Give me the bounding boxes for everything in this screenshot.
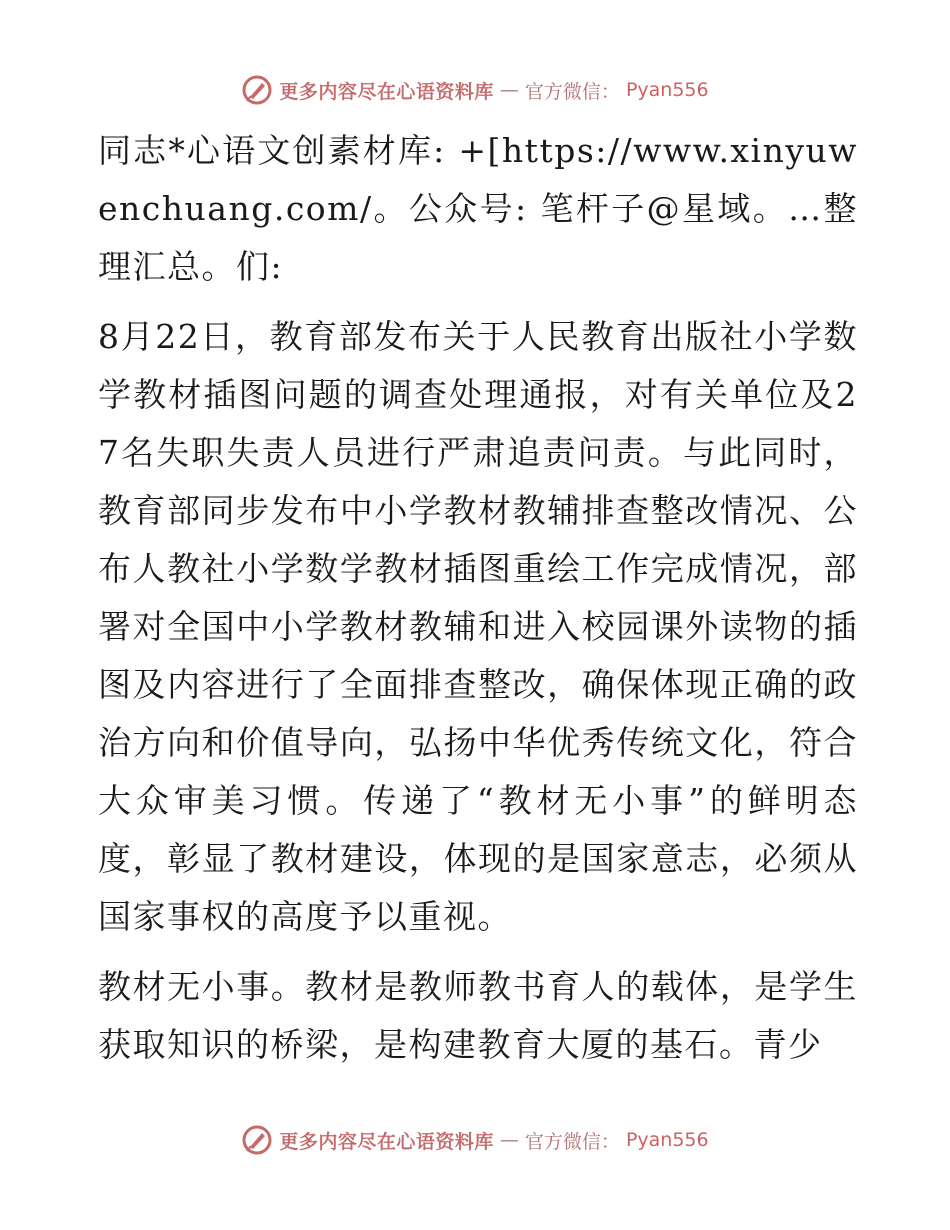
banner-wechat-id: Pyan556 [625, 1129, 709, 1151]
paragraph-intro: 同志*心语文创素材库: +[https://www.xinyuwenchuang.com/。公众号: 笔杆子@星域。…整理汇总。们: [98, 131, 858, 286]
banner-main-text: 更多内容尽在心语资料库 [279, 80, 494, 103]
document-body [98, 122, 858, 1074]
paragraph-continuation: 教材无小事。教材是教师教书育人的载体，是学生获取知识的桥梁，是构建教育大厦的基石。青少 [98, 967, 858, 1064]
footer-banner [0, 1120, 950, 1160]
banner-wechat-id: Pyan556 [625, 79, 709, 101]
header-banner [0, 70, 950, 110]
banner-wechat-label: 官方微信： [524, 80, 620, 103]
paragraph-main: 8月22日，教育部发布关于人民教育出版社小学数学教材插图问题的调查处理通报，对有关单位及27名失职失责人员进行严肃追责问责。与此同时，教育部同步发布中小学教材教辅排查整改情况、公布人教社小学数学教材插图重绘工作完成情况，部署对全国中小学教材教辅和进入校园课外读物的插图及内容进行了全面排查整改，确保体现正确的政治方向和价值导向，弘扬中华优秀传统文化，符合大众审美习惯。传递了“教材无小事”的鲜明态度，彰显了教材建设，体现的是国家意志，必须从国家事权的高度予以重视。 [98, 317, 858, 936]
quill-pen-logo-icon [241, 74, 273, 106]
banner-dash: — [499, 1129, 519, 1151]
banner-dash: — [499, 79, 519, 101]
quill-pen-logo-icon [241, 1124, 273, 1156]
banner-wechat-label: 官方微信： [524, 1130, 620, 1153]
banner-main-text: 更多内容尽在心语资料库 [279, 1130, 494, 1153]
